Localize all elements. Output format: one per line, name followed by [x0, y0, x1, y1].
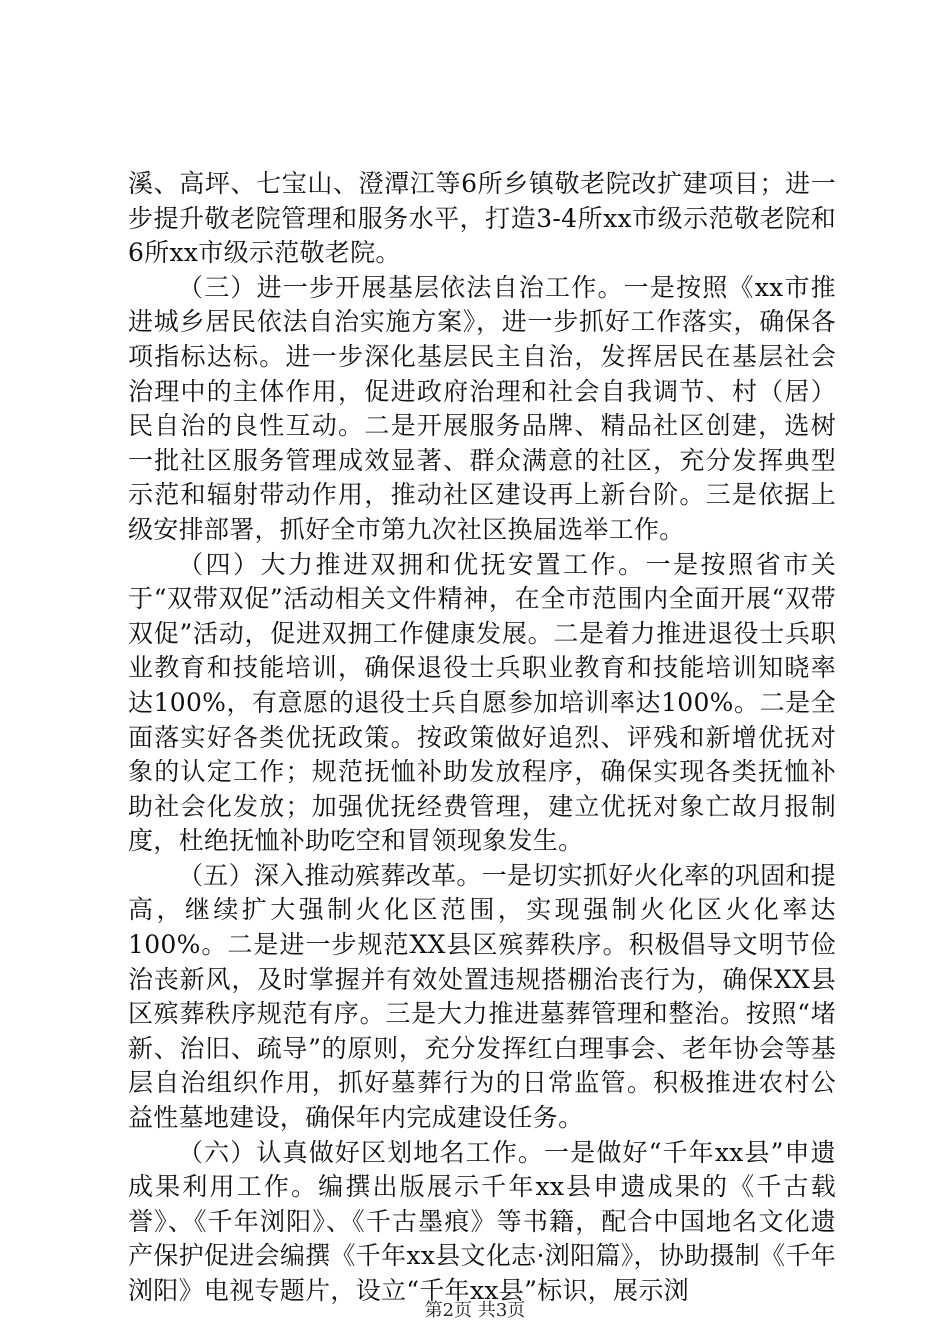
paragraph-section-4: （四）大力推进双拥和优抚安置工作。一是按照省市关于“双带双促”活动相关文件精神，在全市范围内全面开展“双带双促”活动，促进双拥工作健康发展。二是着力推进退役士兵职业教育和技能培训，确保退役士兵职业教育和技能培训知晓率达100%，有意愿的退役士兵自愿参加培训率达100%。二是全面落实好各类优抚政策。按政策做好追烈、评残和新增优抚对象的认定工作；规范抚恤补助发放程序，确保实现各类抚恤补助社会化发放；加强优抚经费管理，建立优抚对象亡故月报制度，杜绝抚恤补助吃空和冒领现象发生。: [128, 549, 836, 856]
page-footer: 第2页 共3页: [424, 1300, 526, 1321]
paragraph-section-5: （五）深入推动殡葬改革。一是切实抓好火化率的巩固和提高，继续扩大强制火化区范围，实现强制火化区火化率达100%。二是进一步规范XX县区殡葬秩序。积极倡导文明节俭治丧新风，及时掌握并有效处置违规搭棚治丧行为，确保XX县区殡葬秩序规范有序。三是大力推进墓葬管理和整治。按照“堵新、治旧、疏导”的原则，充分发挥红白理事会、老年协会等基层自治组织作用，抓好墓葬行为的日常监管。积极推进农村公益性墓地建设，确保年内完成建设任务。: [128, 860, 836, 1133]
document-body: [128, 167, 836, 1309]
paragraph-section-3: （三）进一步开展基层依法自治工作。一是按照《xx市推进城乡居民依法自治实施方案》，进一步抓好工作落实，确保各项指标达标。进一步深化基层民主自治，发挥居民在基层社会治理中的主体作用，促进政府治理和社会自我调节、村（居）民自治的良性互动。二是开展服务品牌、精品社区创建，选树一批社区服务管理成效显著、群众满意的社区，充分发挥典型示范和辐射带动作用，推动社区建设再上新台阶。三是依据上级安排部署，抓好全市第九次社区换届选举工作。: [128, 272, 836, 544]
paragraph-continued: 溪、高坪、七宝山、澄潭江等6所乡镇敬老院改扩建项目；进一步提升敬老院管理和服务水平，打造3-4所xx市级示范敬老院和6所xx市级示范敬老院。: [128, 169, 836, 268]
paragraph-section-6: （六）认真做好区划地名工作。一是做好“千年xx县”申遗成果利用工作。编撰出版展示千年xx县申遗成果的《千古载誉》、《千年浏阳》、《千古墨痕》等书籍，配合中国地名文化遗产保护促进会编撰《千年xx县文化志·浏阳篇》，协助摄制《千年浏阳》电视专题片，设立“千年xx县”标识，展示浏: [128, 1137, 836, 1305]
